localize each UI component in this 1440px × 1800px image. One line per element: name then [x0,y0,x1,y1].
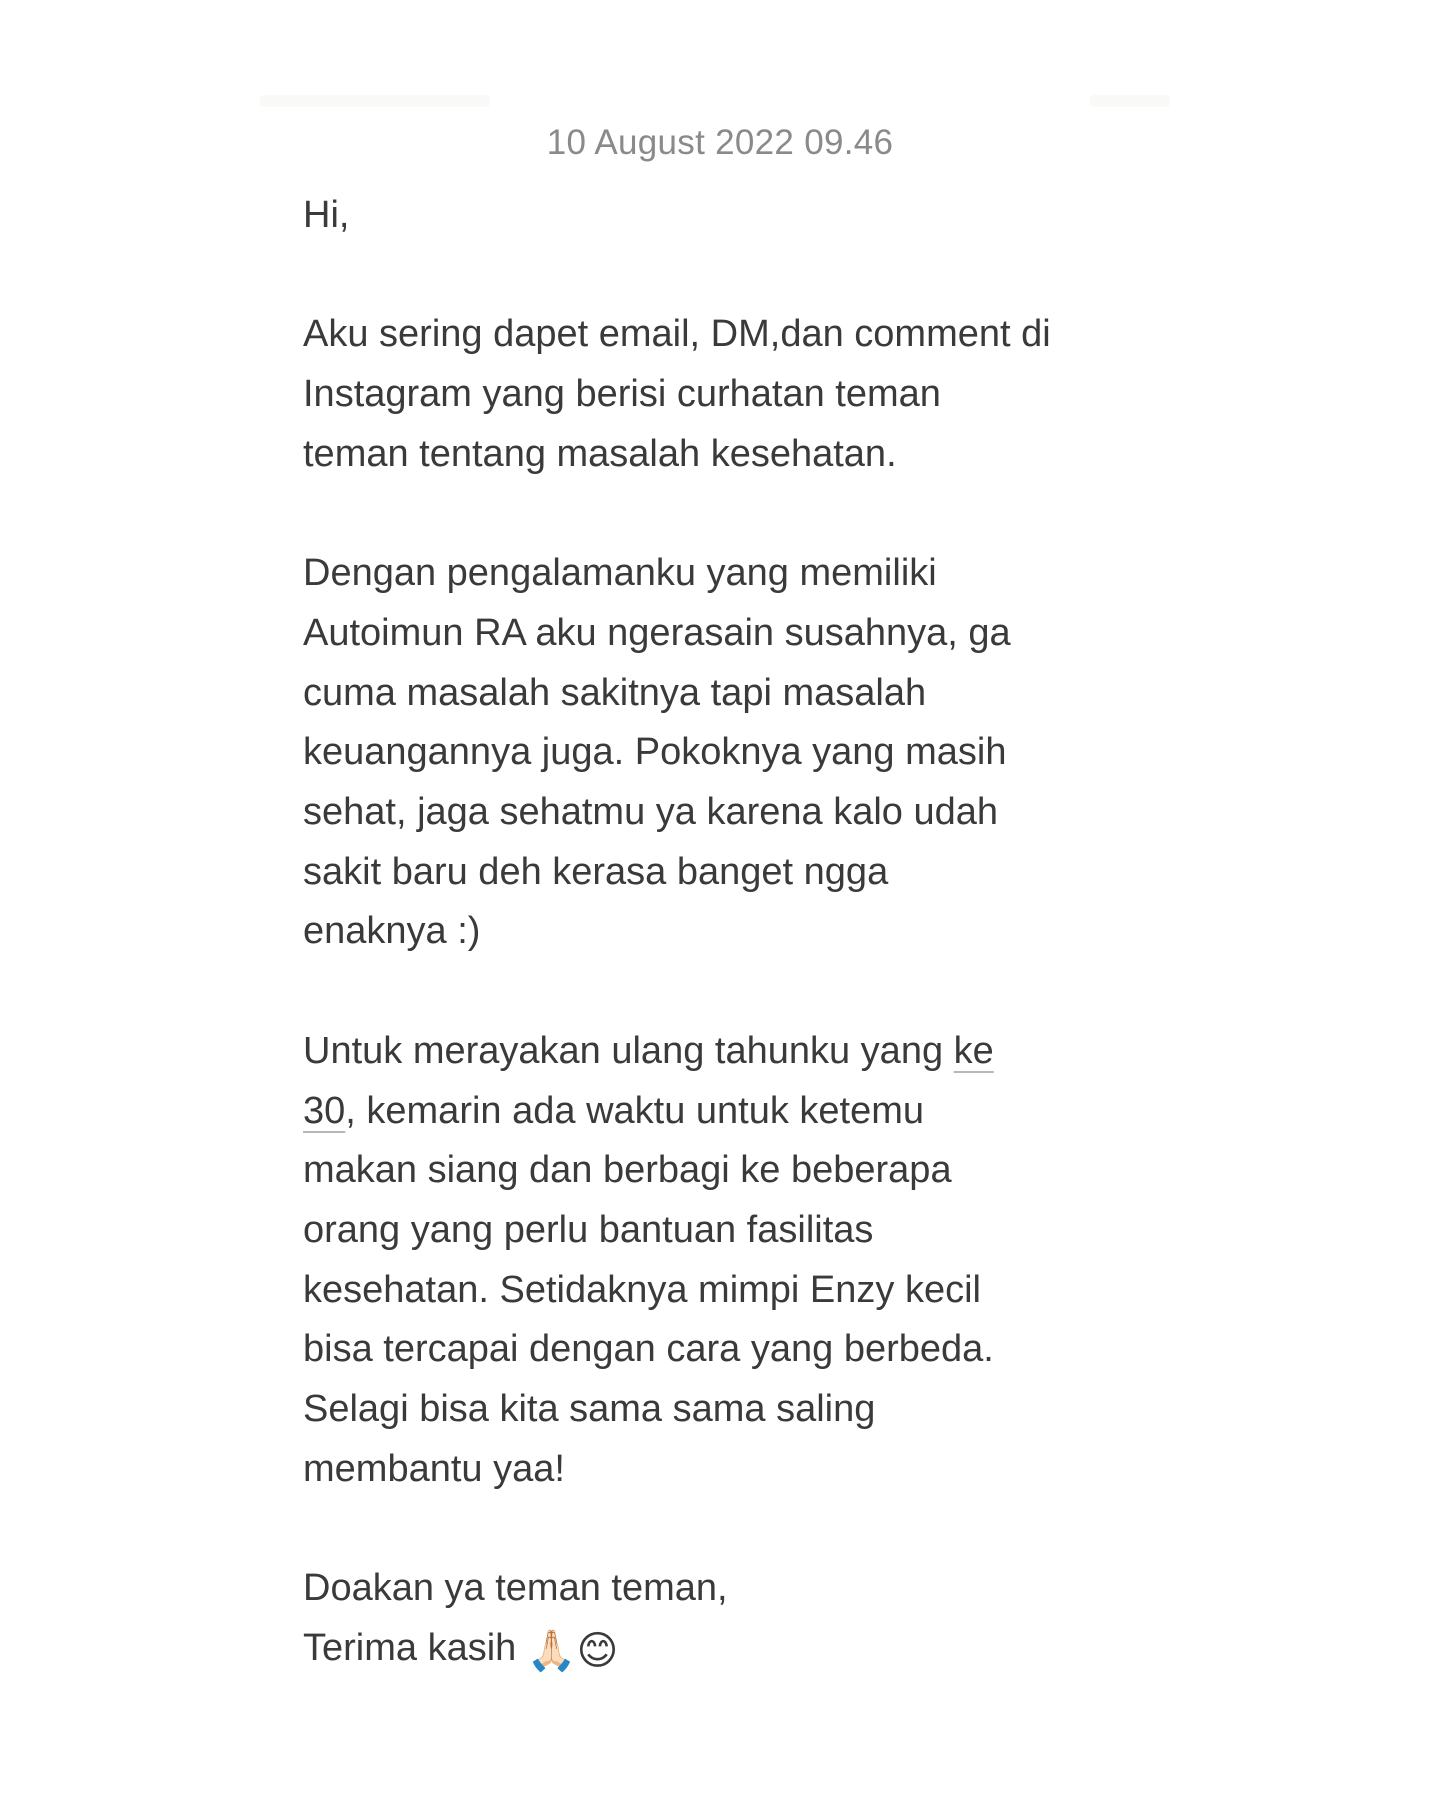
text-line: enaknya :) [303,910,481,953]
note-timestamp: 10 August 2022 09.46 [546,123,894,162]
text-line: Instagram yang berisi curhatan teman [303,373,941,416]
text-line: orang yang perlu bantuan fasilitas [303,1208,874,1251]
paragraph-3 [303,1022,1163,1500]
text-line: makan siang dan berbagi ke beberapa [303,1149,952,1192]
text-segment: Untuk merayakan ulang tahunku yang [303,1029,954,1072]
text-line: membantu yaa! [303,1447,565,1490]
smile-emoji-icon: 😊 [576,1628,619,1673]
text-line [303,1619,1163,1682]
pray-emoji-icon: 🙏🏻 [526,1628,577,1673]
text-line: Doakan ya teman teman, [303,1567,728,1610]
closing [303,1559,1163,1681]
text-line: teman tentang masalah kesehatan. [303,432,897,475]
status-bar-faint-left [260,95,490,107]
note-body[interactable] [303,186,1163,1682]
text-line: Aku sering dapet email, DM,dan comment di [303,313,1051,356]
text-line [303,1022,1163,1082]
text-line: keuangannya juga. Pokoknya yang masih [303,731,1007,774]
text-line: kesehatan. Setidaknya mimpi Enzy kecil [303,1268,981,1311]
text-line [303,1082,1163,1142]
paragraph-1 [303,305,1163,484]
text-line: cuma masalah sakitnya tapi masalah [303,671,927,714]
text-line: Autoimun RA aku ngerasain susahnya, ga [303,611,1011,654]
paragraph-2 [303,544,1163,962]
detected-data-link[interactable]: ke [953,1029,994,1072]
detected-data-link[interactable]: 30 [303,1089,346,1132]
greeting: Hi, [303,194,350,236]
text-line: Dengan pengalamanku yang memiliki [303,552,937,595]
status-bar-faint-right [1090,95,1170,107]
text-line: sehat, jaga sehatmu ya karena kalo udah [303,791,999,833]
text-line: Selagi bisa kita sama sama saling [303,1388,876,1431]
text-segment: , kemarin ada waktu untuk ketemu [345,1089,925,1132]
text-line: bisa tercapai dengan cara yang berbeda. [303,1328,994,1371]
text-line: sakit baru deh kerasa banget ngga [303,850,889,893]
text-segment: Terima kasih [303,1626,527,1669]
